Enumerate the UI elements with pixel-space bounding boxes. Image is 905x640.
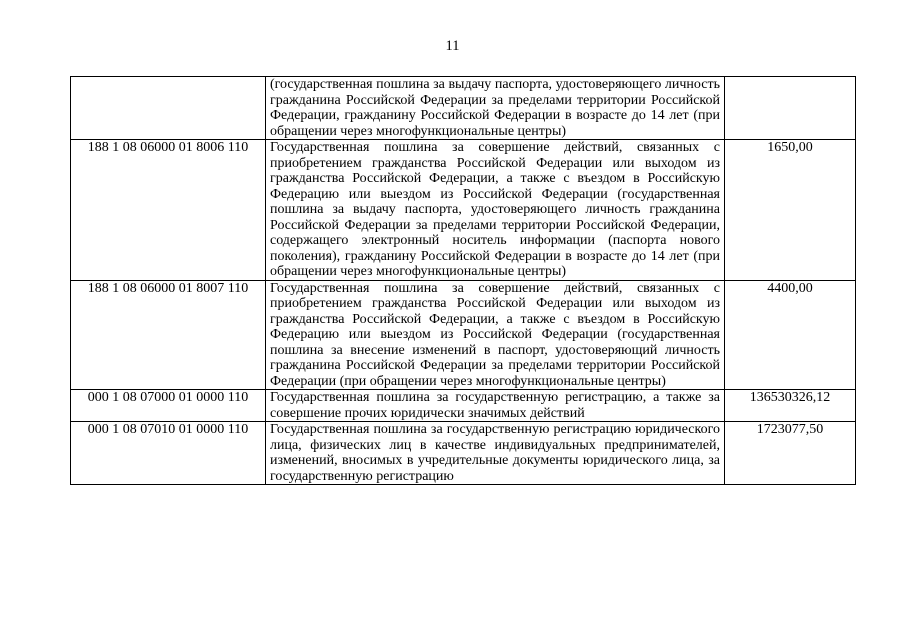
table-row — [71, 140, 856, 281]
amount-cell — [725, 77, 856, 140]
revenue-name-cell: Государственная пошлина за совершение действий, связанных с приобретением гражданства Российской Федерации или выходом из гражданства Российской Федерации, а также с въездом в Российскую Федерацию или выездом из Российской Федерации (государственная пошлина за внесение изменений в паспорт, удостоверяющий личность гражданина Российской Федерации за пределами территории Российской Федерации (при обращении через многофункциональные центры) — [266, 280, 725, 390]
table-row — [71, 422, 856, 485]
budget-code-cell: 188 1 08 06000 01 8007 110 — [71, 280, 266, 390]
amount-cell: 136530326,12 — [725, 390, 856, 422]
revenue-name-cell: Государственная пошлина за государственную регистрацию, а также за совершение прочих юридически значимых действий — [266, 390, 725, 422]
amount-cell: 1723077,50 — [725, 422, 856, 485]
budget-code-cell — [71, 77, 266, 140]
table-row — [71, 390, 856, 422]
table-row — [71, 77, 856, 140]
budget-code-cell: 000 1 08 07010 01 0000 110 — [71, 422, 266, 485]
budget-revenue-table — [70, 76, 856, 485]
amount-cell: 1650,00 — [725, 140, 856, 281]
revenue-name-cell: (государственная пошлина за выдачу паспорта, удостоверяющего личность гражданина Российской Федерации за пределами территории Российской Федерации, гражданину Российской Федерации в возрасте до 14 лет (при обращении через многофункциональные центры) — [266, 77, 725, 140]
budget-code-cell: 000 1 08 07000 01 0000 110 — [71, 390, 266, 422]
page-number: 11 — [445, 38, 460, 54]
amount-cell: 4400,00 — [725, 280, 856, 390]
revenue-name-cell: Государственная пошлина за совершение действий, связанных с приобретением гражданства Российской Федерации или выходом из гражданства Российской Федерации, а также с въездом в Российскую Федерацию или выездом из Российской Федерации (государственная пошлина за выдачу паспорта, удостоверяющего личность гражданина Российской Федерации за пределами территории Российской Федерации, содержащего электронный носитель информации (паспорта нового поколения), гражданину Российской Федерации в возрасте до 14 лет (при обращении через многофункциональные центры) — [266, 140, 725, 281]
table-row — [71, 280, 856, 390]
revenue-name-cell: Государственная пошлина за государственную регистрацию юридического лица, физических лиц в качестве индивидуальных предпринимателей, изменений, вносимых в учредительные документы юридического лица, за государственную регистрацию — [266, 422, 725, 485]
budget-code-cell: 188 1 08 06000 01 8006 110 — [71, 140, 266, 281]
